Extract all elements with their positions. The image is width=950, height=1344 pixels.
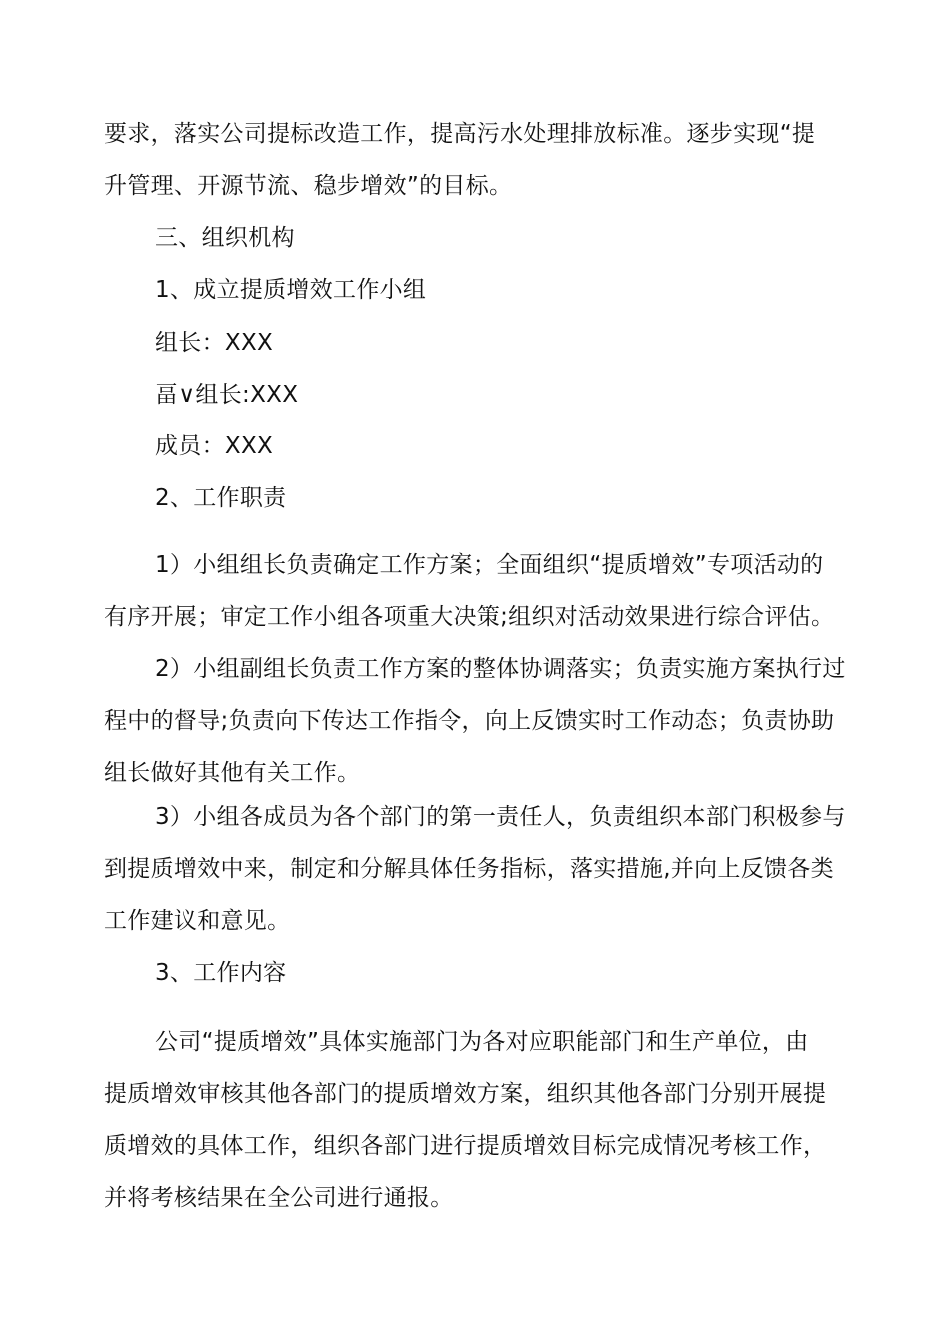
content-line-3: 质增效的具体工作，组织各部门进行提质增效目标完成情况考核工作，	[104, 1133, 827, 1159]
deputy-leader-line: 畐∨组长:XXX	[155, 382, 299, 408]
duty-1-line-2: 有序开展；审定工作小组各项重大决策;组织对活动效果进行综合评估。	[104, 604, 835, 630]
duty-2-line-3: 组长做好其他有关工作。	[104, 760, 361, 786]
duty-2-line-1: 2）小组副组长负责工作方案的整体协调落实；负责实施方案执行过	[155, 656, 846, 682]
subheading-duties: 2、工作职责	[155, 485, 287, 511]
intro-line-1: 要求，落实公司提标改造工作，提高污水处理排放标准。逐步实现“提	[104, 121, 816, 147]
duty-2-line-2: 程中的督导;负责向下传达工作指令，向上反馈实时工作动态；负责协助	[104, 708, 835, 734]
intro-line-2: 升管理、开源节流、稳步增效”的目标。	[104, 173, 513, 199]
section-heading-organization: 三、组织机构	[155, 225, 295, 251]
subheading-work-content: 3、工作内容	[155, 960, 287, 986]
content-line-4: 并将考核结果在全公司进行通报。	[104, 1185, 454, 1211]
content-line-2: 提质增效审核其他各部门的提质增效方案，组织其他各部门分别开展提	[104, 1081, 827, 1107]
duty-3-line-3: 工作建议和意见。	[104, 908, 291, 934]
subheading-working-group: 1、成立提质增效工作小组	[155, 277, 427, 303]
duty-1-line-1: 1）小组组长负责确定工作方案；全面组织“提质增效”专项活动的	[155, 552, 824, 578]
content-line-1: 公司“提质增效”具体实施部门为各对应职能部门和生产单位，由	[155, 1029, 809, 1055]
duty-3-line-1: 3）小组各成员为各个部门的第一责任人，负责组织本部门积极参与	[155, 804, 846, 830]
members-line: 成员：XXX	[155, 433, 274, 459]
duty-3-line-2: 到提质增效中来，制定和分解具体任务指标，落实措施,并向上反馈各类	[104, 856, 834, 882]
leader-line: 组长：XXX	[155, 330, 274, 356]
